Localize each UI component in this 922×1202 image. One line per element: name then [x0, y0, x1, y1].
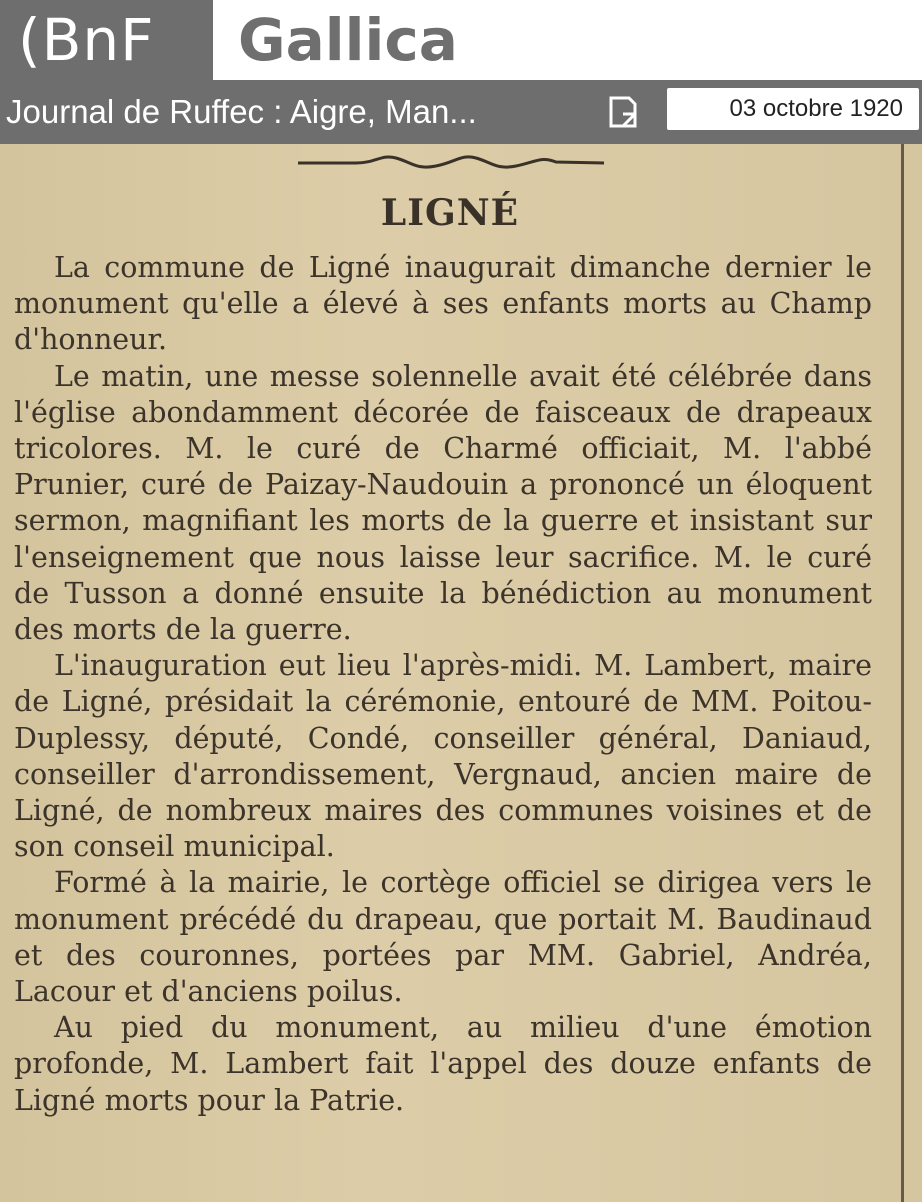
article-paragraph: L'inauguration eut lieu l'après-midi. M. Lambert, maire de Ligné, présidait la cérémonie, entouré de MM. Poitou-Duplessy, député, Condé, conseiller général, Daniaud, conseiller d'arrondissement, Vergnaud, ancien maire de Ligné, de nombreux maires des communes voisines et de son conseil municipal.: [14, 649, 872, 864]
issue-date-selector[interactable]: 03 octobre 1920: [667, 88, 919, 130]
article-paragraph: Au pied du monument, au milieu d'une émotion profonde, M. Lambert fait l'appel des douze enfants de Ligné morts pour la Patrie.: [14, 1011, 872, 1117]
document-page-viewer[interactable]: [0, 144, 922, 1202]
page-corner-icon[interactable]: [603, 92, 643, 132]
article-body: [14, 250, 872, 1119]
top-bar: [0, 0, 922, 80]
article-paragraph: Formé à la mairie, le cortège officiel se dirigea vers le monument précédé du drapeau, que portait M. Baudinaud et des couronnes, portées par MM. Gabriel, Andréa, Lacour et d'anciens poilus.: [14, 866, 872, 1009]
article-paragraph: Le matin, une messe solennelle avait été célébrée dans l'église abondamment décorée de faisceaux de drapeaux tricolores. M. le curé de Charmé officiait, M. l'abbé Prunier, curé de Paizay-Naudouin a prononcé un éloquent sermon, magnifiant les morts de la guerre et insistant sur l'enseignement que nous laisse leur sacrifice. M. le curé de Tusson a donné ensuite la bénédiction au monument des morts de la guerre.: [14, 359, 872, 647]
document-title[interactable]: Journal de Ruffec : Aigre, Man...: [6, 93, 477, 130]
ornament-divider: [296, 150, 606, 176]
gallica-logo[interactable]: Gallica: [238, 6, 458, 74]
column-rule: [901, 144, 904, 1202]
document-toolbar: [0, 80, 922, 144]
bnf-logo[interactable]: (BnF: [0, 0, 213, 80]
article-paragraph: La commune de Ligné inaugurait dimanche dernier le monument qu'elle a élevé à ses enfants morts au Champ d'honneur.: [14, 251, 872, 357]
article-heading: LIGNÉ: [380, 192, 520, 234]
